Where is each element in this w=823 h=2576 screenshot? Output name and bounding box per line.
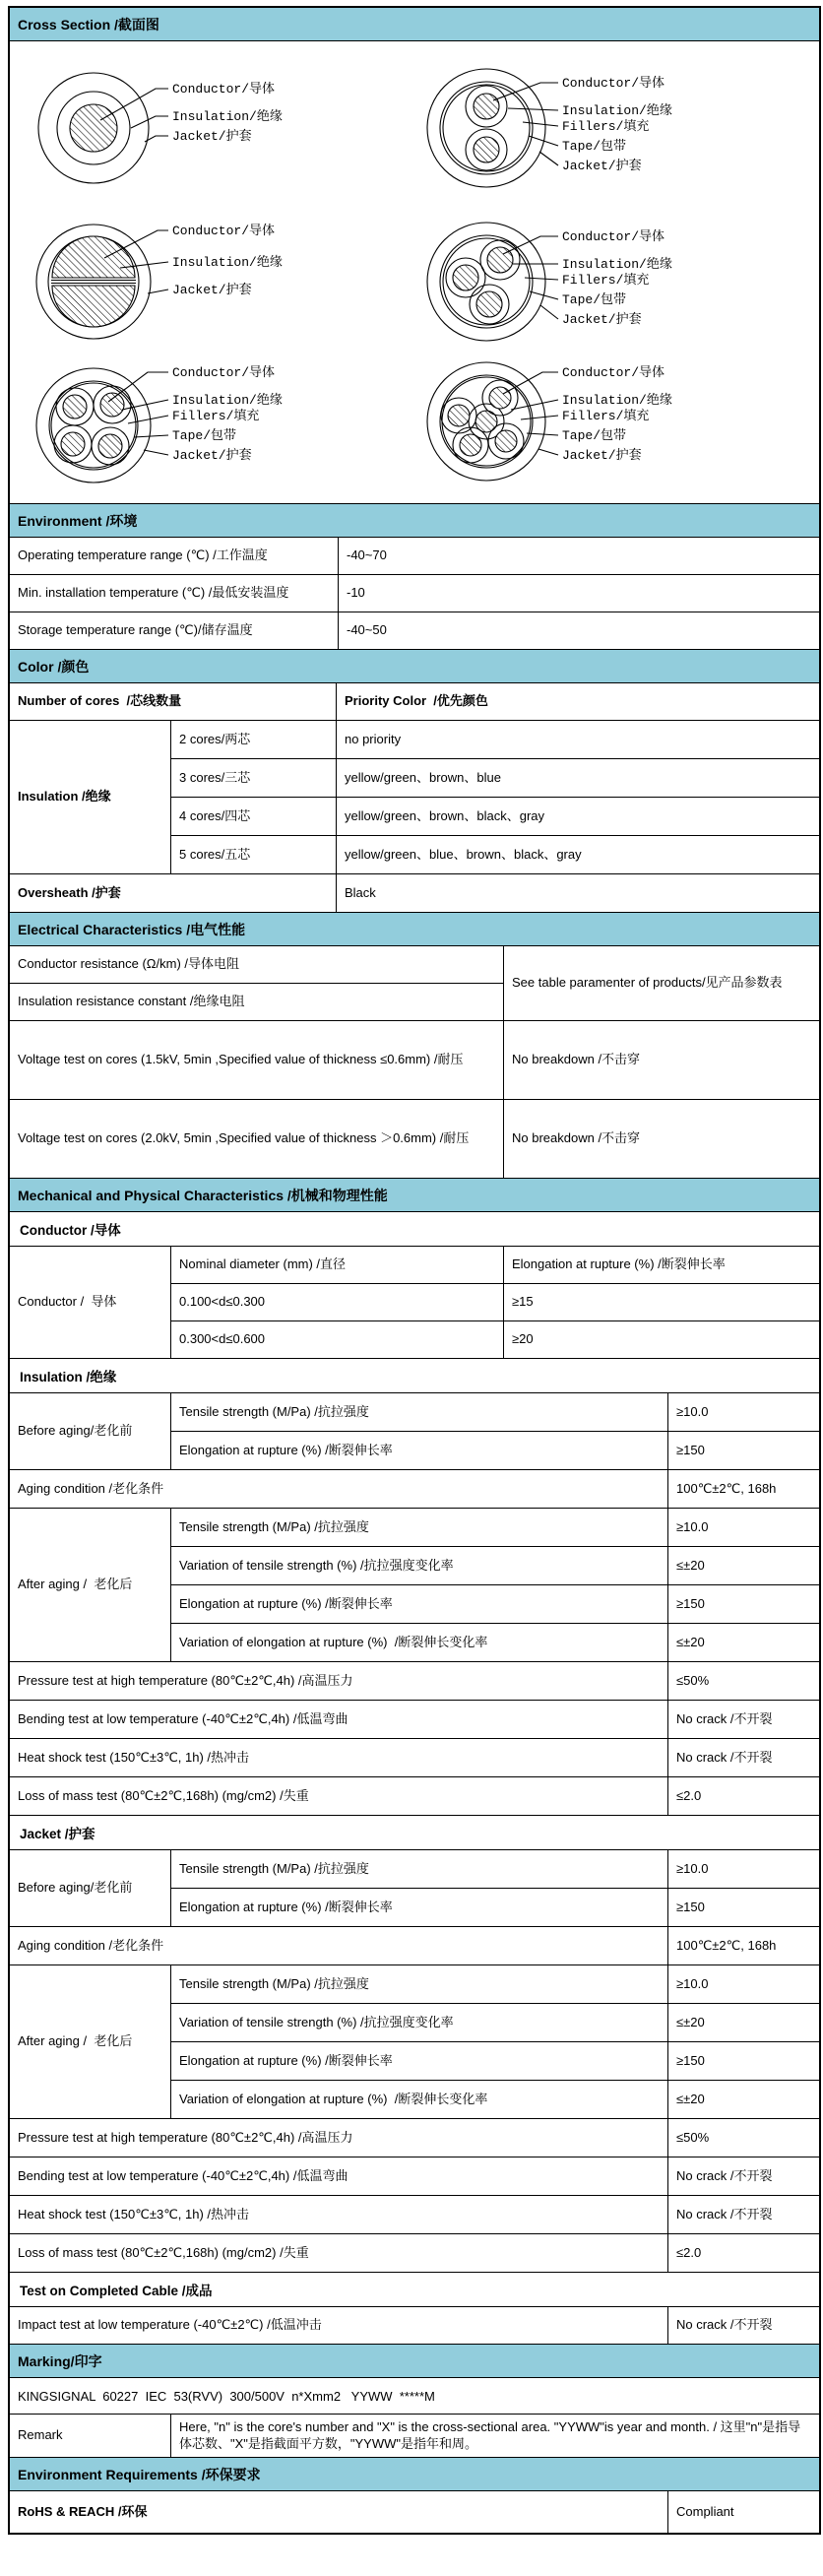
subsection-header-completed-cable: Test on Completed Cable /成品 xyxy=(10,2273,819,2307)
diagram-label: Jacket/护套 xyxy=(172,448,252,463)
diagram-single-core xyxy=(10,47,413,201)
jacket-test-value: ≤±20 xyxy=(668,2004,819,2042)
insulation-test-value: ≥10.0 xyxy=(668,1393,819,1432)
color-cores-cell: 5 cores/五芯 xyxy=(171,836,337,874)
elec-insulation-resistance-label: Insulation resistance constant /绝缘电阻 xyxy=(10,984,504,1021)
insulation-test-label: Variation of elongation at rupture (%) /断裂伸长变化率 xyxy=(171,1624,668,1662)
elec-voltage-test-1-value: No breakdown /不击穿 xyxy=(504,1021,819,1100)
jacket-bending-test-value: No crack /不开裂 xyxy=(668,2157,819,2196)
completed-cable-table xyxy=(10,2307,819,2345)
env-row-value: -40~70 xyxy=(339,538,819,575)
env-row-label: Operating temperature range (℃) /工作温度 xyxy=(10,538,339,575)
section-header-mechanical: Mechanical and Physical Characteristics /机械和物理性能 xyxy=(10,1179,819,1212)
diagram-label: Fillers/填充 xyxy=(562,273,650,288)
diagram-four-core-round xyxy=(10,354,413,508)
env-row-label: Storage temperature range (℃)/储存温度 xyxy=(10,612,339,650)
conductor-diameter-cell: 0.300<d≤0.600 xyxy=(171,1321,504,1359)
conductor-elongation-cell: ≥20 xyxy=(504,1321,819,1359)
subsection-header-jacket: Jacket /护套 xyxy=(10,1816,819,1850)
conductor-diameter-cell: 0.100<d≤0.300 xyxy=(171,1284,504,1321)
jacket-pressure-test-label: Pressure test at high temperature (80℃±2℃,4h) /高温压力 xyxy=(10,2119,668,2157)
insulation-test-label: Elongation at rupture (%) /断裂伸长率 xyxy=(171,1585,668,1624)
remark-text: Here, "n" is the core's number and "X" is the cross-sectional area. "YYWW"is year and month. / 这里"n"是指导体芯数、"X"是指截面平方数，"YYWW"是指年和周。 xyxy=(171,2415,819,2458)
color-oversheath-label: Oversheath /护套 xyxy=(10,874,337,913)
rohs-reach-value: Compliant xyxy=(676,2503,734,2519)
diagram-two-core-sector xyxy=(10,201,413,354)
insulation-test-value: ≤±20 xyxy=(668,1624,819,1662)
color-header-cores: Number of cores /芯线数量 xyxy=(10,683,337,721)
section-header-electrical: Electrical Characteristics /电气性能 xyxy=(10,913,819,946)
conductor-elongation-cell: ≥15 xyxy=(504,1284,819,1321)
diagram-label: Jacket/护套 xyxy=(562,159,642,173)
diagram-label: Tape/包带 xyxy=(562,428,627,443)
insulation-test-value: ≥10.0 xyxy=(668,1509,819,1547)
section-header-env-requirements: Environment Requirements /环保要求 xyxy=(10,2458,819,2491)
jacket-table xyxy=(10,1850,819,2273)
section-header-color: Color /颜色 xyxy=(10,650,819,683)
marking-line: KINGSIGNAL 60227 IEC 53(RVV) 300/500V n*Xmm2 YYWW *****M xyxy=(10,2378,819,2415)
conductor-table xyxy=(10,1247,819,1359)
jacket-test-label: Elongation at rupture (%) /断裂伸长率 xyxy=(171,2042,668,2081)
subsection-header-insulation: Insulation /绝缘 xyxy=(10,1359,819,1393)
jacket-heat-shock-label: Heat shock test (150℃±3℃, 1h) /热冲击 xyxy=(10,2196,668,2234)
diagram-label: Jacket/护套 xyxy=(562,312,642,327)
elec-voltage-test-2-label: Voltage test on cores (2.0kV, 5min ,Specified value of thickness ＞0.6mm) /耐压 xyxy=(10,1100,504,1179)
insulation-test-value: ≥150 xyxy=(668,1585,819,1624)
env-row-value: -10 xyxy=(339,575,819,612)
jacket-test-label: Tensile strength (M/Pa) /抗拉强度 xyxy=(171,1965,668,2004)
diagram-five-core-round xyxy=(414,354,818,508)
insulation-test-label: Elongation at rupture (%) /断裂伸长率 xyxy=(171,1432,668,1470)
color-priority-cell: no priority xyxy=(337,721,819,759)
rohs-reach-label: RoHS & REACH /环保 xyxy=(10,2491,668,2533)
diagram-label: Jacket/护套 xyxy=(172,129,252,144)
subsection-header-conductor: Conductor /导体 xyxy=(10,1212,819,1247)
insulation-before-aging-label: Before aging/老化前 xyxy=(10,1393,171,1470)
diagram-label: Insulation/绝缘 xyxy=(172,255,283,270)
insulation-bending-test-label: Bending test at low temperature (-40℃±2℃,4h) /低温弯曲 xyxy=(10,1701,668,1739)
diagram-label: Conductor/导体 xyxy=(562,365,665,380)
diagram-label: Jacket/护套 xyxy=(562,448,642,463)
insulation-test-label: Variation of tensile strength (%) /抗拉强度变化率 xyxy=(171,1547,668,1585)
color-priority-cell: yellow/green、blue、brown、black、gray xyxy=(337,836,819,874)
color-insulation-label: Insulation /绝缘 xyxy=(10,721,171,874)
diagram-label: Conductor/导体 xyxy=(172,82,276,97)
conductor-col1-label: Conductor / 导体 xyxy=(10,1247,171,1359)
jacket-test-label: Variation of elongation at rupture (%) /断裂伸长变化率 xyxy=(171,2081,668,2119)
env-requirements-table xyxy=(10,2491,819,2533)
color-cores-cell: 2 cores/两芯 xyxy=(171,721,337,759)
diagram-label: Tape/包带 xyxy=(562,292,627,307)
diagram-label: Insulation/绝缘 xyxy=(172,109,283,124)
jacket-after-aging-label: After aging / 老化后 xyxy=(10,1965,171,2119)
impact-test-label: Impact test at low temperature (-40℃±2℃) /低温冲击 xyxy=(10,2307,668,2345)
jacket-before-aging-label: Before aging/老化前 xyxy=(10,1850,171,1927)
diagram-label: Tape/包带 xyxy=(562,139,627,154)
jacket-test-value: ≥10.0 xyxy=(668,1850,819,1889)
jacket-aging-condition-label: Aging condition /老化条件 xyxy=(10,1927,668,1965)
section-header-cross-section: Cross Section /截面图 xyxy=(10,8,819,41)
diagram-label: Conductor/导体 xyxy=(562,76,665,91)
jacket-bending-test-label: Bending test at low temperature (-40℃±2℃,4h) /低温弯曲 xyxy=(10,2157,668,2196)
jacket-loss-of-mass-label: Loss of mass test (80℃±2℃,168h) (mg/cm2) /失重 xyxy=(10,2234,668,2273)
section-header-marking: Marking/印字 xyxy=(10,2345,819,2378)
insulation-test-label: Tensile strength (M/Pa) /抗拉强度 xyxy=(171,1393,668,1432)
diagram-label: Insulation/绝缘 xyxy=(562,257,672,272)
section-header-environment: Environment /环境 xyxy=(10,504,819,538)
cross-section-diagram-area xyxy=(10,41,819,504)
color-cores-cell: 4 cores/四芯 xyxy=(171,798,337,836)
insulation-test-label: Tensile strength (M/Pa) /抗拉强度 xyxy=(171,1509,668,1547)
insulation-table xyxy=(10,1393,819,1816)
insulation-bending-test-value: No crack /不开裂 xyxy=(668,1701,819,1739)
spec-table xyxy=(8,6,821,2535)
insulation-pressure-test-value: ≤50% xyxy=(668,1662,819,1701)
diagram-three-core-round xyxy=(414,201,818,354)
insulation-aging-condition-value: 100℃±2℃, 168h xyxy=(668,1470,819,1509)
insulation-loss-of-mass-value: ≤2.0 xyxy=(668,1777,819,1816)
color-priority-cell: yellow/green、brown、blue xyxy=(337,759,819,798)
env-row-label: Min. installation temperature (℃) /最低安装温度 xyxy=(10,575,339,612)
jacket-loss-of-mass-value: ≤2.0 xyxy=(668,2234,819,2273)
diagram-label: Fillers/填充 xyxy=(562,409,650,423)
jacket-test-label: Tensile strength (M/Pa) /抗拉强度 xyxy=(171,1850,668,1889)
elec-voltage-test-1-label: Voltage test on cores (1.5kV, 5min ,Specified value of thickness ≤0.6mm) /耐压 xyxy=(10,1021,504,1100)
jacket-pressure-test-value: ≤50% xyxy=(668,2119,819,2157)
env-row-value: -40~50 xyxy=(339,612,819,650)
elec-conductor-resistance-label: Conductor resistance (Ω/km) /导体电阻 xyxy=(10,946,504,984)
diagram-label: Conductor/导体 xyxy=(172,365,276,380)
diagram-label: Fillers/填充 xyxy=(172,409,260,423)
remark-label: Remark xyxy=(10,2415,171,2458)
jacket-test-value: ≥10.0 xyxy=(668,1965,819,2004)
insulation-loss-of-mass-label: Loss of mass test (80℃±2℃,168h) (mg/cm2) /失重 xyxy=(10,1777,668,1816)
insulation-heat-shock-value: No crack /不开裂 xyxy=(668,1739,819,1777)
diagram-label: Insulation/绝缘 xyxy=(562,103,672,118)
conductor-diameter-header: Nominal diameter (mm) /直径 xyxy=(171,1247,504,1284)
color-header-priority: Priority Color /优先颜色 xyxy=(337,683,819,721)
impact-test-value: No crack /不开裂 xyxy=(668,2307,819,2345)
jacket-test-label: Elongation at rupture (%) /断裂伸长率 xyxy=(171,1889,668,1927)
insulation-aging-condition-label: Aging condition /老化条件 xyxy=(10,1470,668,1509)
color-oversheath-value: Black xyxy=(337,874,819,913)
insulation-test-value: ≤±20 xyxy=(668,1547,819,1585)
jacket-test-value: ≥150 xyxy=(668,2042,819,2081)
jacket-test-value: ≥150 xyxy=(668,1889,819,1927)
diagram-label: Fillers/填充 xyxy=(562,119,650,134)
marking-remark-table xyxy=(10,2415,819,2458)
diagram-label: Insulation/绝缘 xyxy=(172,393,283,408)
insulation-heat-shock-label: Heat shock test (150℃±3℃, 1h) /热冲击 xyxy=(10,1739,668,1777)
elec-voltage-test-2-value: No breakdown /不击穿 xyxy=(504,1100,819,1179)
insulation-pressure-test-label: Pressure test at high temperature (80℃±2℃,4h) /高温压力 xyxy=(10,1662,668,1701)
jacket-aging-condition-value: 100℃±2℃, 168h xyxy=(668,1927,819,1965)
insulation-test-value: ≥150 xyxy=(668,1432,819,1470)
diagram-label: Insulation/绝缘 xyxy=(562,393,672,408)
diagram-label: Conductor/导体 xyxy=(562,229,665,244)
diagram-label: Conductor/导体 xyxy=(172,224,276,238)
insulation-after-aging-label: After aging / 老化后 xyxy=(10,1509,171,1662)
spec-sheet xyxy=(8,6,821,2535)
color-cores-cell: 3 cores/三芯 xyxy=(171,759,337,798)
color-table xyxy=(10,683,819,913)
jacket-test-label: Variation of tensile strength (%) /抗拉强度变化率 xyxy=(171,2004,668,2042)
jacket-test-value: ≤±20 xyxy=(668,2081,819,2119)
diagram-two-core-round xyxy=(414,47,818,201)
elec-merged-value: See table paramenter of products/见产品参数表 xyxy=(504,946,819,1021)
environment-table xyxy=(10,538,819,650)
electrical-table xyxy=(10,946,819,1179)
conductor-elongation-header: Elongation at rupture (%) /断裂伸长率 xyxy=(504,1247,819,1284)
color-priority-cell: yellow/green、brown、black、gray xyxy=(337,798,819,836)
diagram-label: Jacket/护套 xyxy=(172,283,252,297)
jacket-heat-shock-value: No crack /不开裂 xyxy=(668,2196,819,2234)
diagram-label: Tape/包带 xyxy=(172,428,237,443)
